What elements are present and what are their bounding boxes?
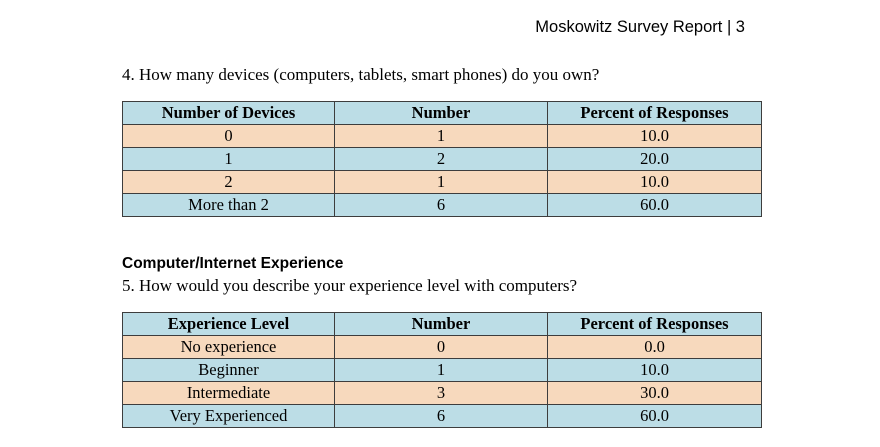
cell-percent: 20.0 xyxy=(548,147,762,170)
section-heading: Computer/Internet Experience xyxy=(122,254,344,272)
cell-number: 6 xyxy=(335,193,548,216)
table-row xyxy=(123,404,762,427)
devices-table xyxy=(122,101,762,217)
cell-number: 6 xyxy=(335,404,548,427)
cell-percent: 60.0 xyxy=(548,404,762,427)
cell-label: Very Experienced xyxy=(123,404,335,427)
cell-label: Intermediate xyxy=(123,381,335,404)
document-content xyxy=(122,64,762,428)
cell-number: 3 xyxy=(335,381,548,404)
column-header-number: Number xyxy=(335,101,548,124)
section-spacer xyxy=(122,217,762,255)
cell-percent: 10.0 xyxy=(548,170,762,193)
table-row xyxy=(123,124,762,147)
cell-label: 1 xyxy=(123,147,335,170)
cell-label: No experience xyxy=(123,335,335,358)
table-row xyxy=(123,335,762,358)
cell-label: 2 xyxy=(123,170,335,193)
cell-percent: 10.0 xyxy=(548,358,762,381)
question-4-text: 4. How many devices (computers, tablets, smart phones) do you own? xyxy=(122,65,600,84)
cell-number: 0 xyxy=(335,335,548,358)
table-row xyxy=(123,170,762,193)
experience-table xyxy=(122,312,762,428)
question-5-text: 5. How would you describe your experience level with computers? xyxy=(122,275,578,295)
table-row xyxy=(123,193,762,216)
column-header-number: Number xyxy=(335,312,548,335)
table-row xyxy=(123,358,762,381)
column-header-percent: Percent of Responses xyxy=(548,101,762,124)
column-header-devices: Number of Devices xyxy=(123,101,335,124)
cell-label: 0 xyxy=(123,124,335,147)
table-header-row xyxy=(123,312,762,335)
cell-number: 1 xyxy=(335,358,548,381)
cell-number: 1 xyxy=(335,170,548,193)
cell-number: 1 xyxy=(335,124,548,147)
cell-number: 2 xyxy=(335,147,548,170)
cell-percent: 30.0 xyxy=(548,381,762,404)
table-header-row xyxy=(123,101,762,124)
table-row xyxy=(123,147,762,170)
table-row xyxy=(123,381,762,404)
cell-label: Beginner xyxy=(123,358,335,381)
column-header-experience: Experience Level xyxy=(123,312,335,335)
cell-percent: 60.0 xyxy=(548,193,762,216)
cell-percent: 0.0 xyxy=(548,335,762,358)
cell-percent: 10.0 xyxy=(548,124,762,147)
page-header: Moskowitz Survey Report | 3 xyxy=(535,18,745,36)
cell-label: More than 2 xyxy=(123,193,335,216)
column-header-percent: Percent of Responses xyxy=(548,312,762,335)
